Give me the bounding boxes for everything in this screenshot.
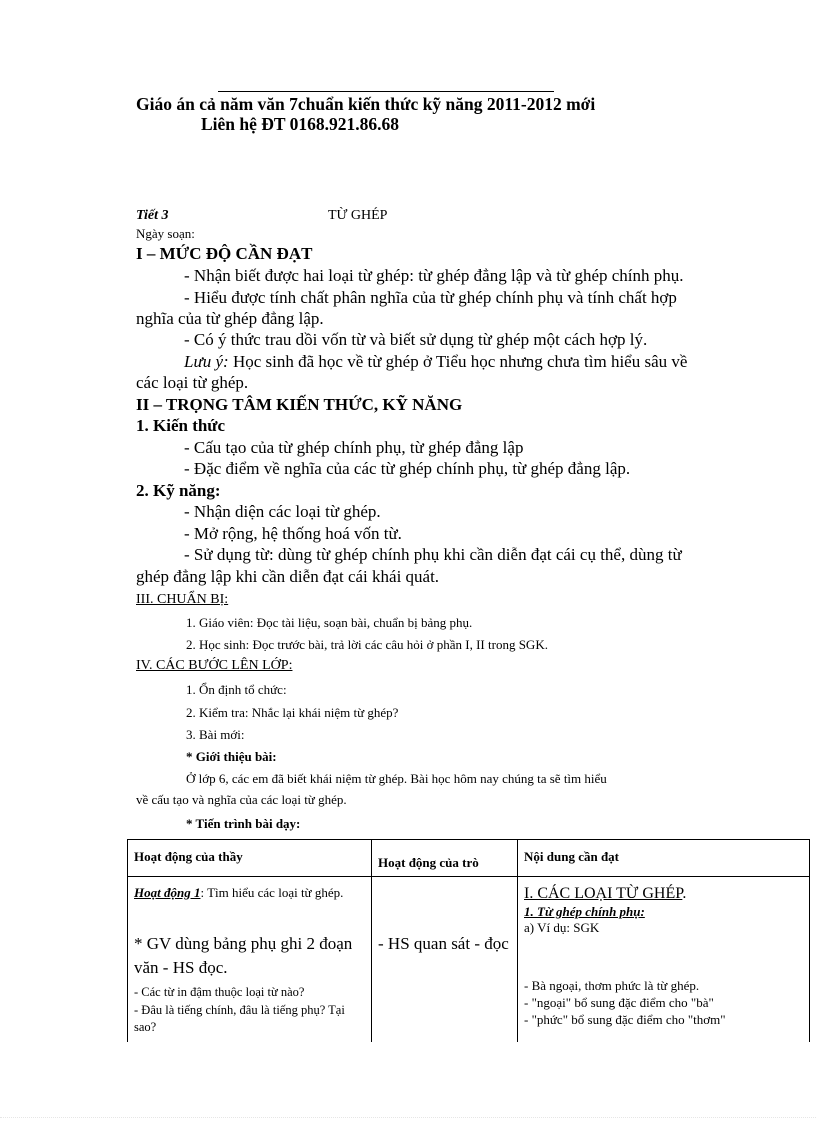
section1-note-b: các loại từ ghép. bbox=[136, 373, 249, 392]
content-cell bbox=[518, 877, 810, 1042]
process-label: * Tiến trình bài dạy: bbox=[186, 816, 301, 831]
activity-line bbox=[134, 885, 343, 901]
skills-heading: 2. Kỹ năng: bbox=[136, 481, 221, 500]
content-example: a) Ví dụ: SGK bbox=[524, 920, 600, 935]
lesson-name: TỪ GHÉP bbox=[328, 208, 388, 223]
teacher-main: * GV dùng bảng phụ ghi 2 đoạn văn - HS đọc. bbox=[134, 934, 353, 977]
period-label: Tiết 3 bbox=[136, 208, 169, 223]
intro-label: * Giới thiệu bài: bbox=[186, 749, 277, 764]
section1-heading: I – MỨC ĐỘ CẦN ĐẠT bbox=[136, 244, 313, 263]
knowledge-heading: 1. Kiến thức bbox=[136, 416, 226, 435]
content-heading-line bbox=[524, 885, 686, 903]
student-activity: - HS quan sát - đọc bbox=[378, 934, 509, 953]
teacher-question-1: - Các từ in đậm thuộc loại từ nào? bbox=[134, 985, 305, 999]
document-title: Giáo án cả năm văn 7chuẩn kiến thức kỹ năng 2011-2012 mới bbox=[136, 94, 596, 114]
skill-3a: - Sử dụng từ: dùng từ ghép chính phụ khi cần diễn đạt cái cụ thể, dùng từ bbox=[184, 545, 682, 564]
section3-heading: III. CHUẨN BỊ: bbox=[136, 592, 229, 607]
teacher-question-2: - Đâu là tiếng chính, đâu là tiếng phụ? Tại sao? bbox=[134, 1003, 345, 1034]
prep-student: 2. Học sinh: Đọc trước bài, trả lời các câu hỏi ở phần I, II trong SGK. bbox=[186, 637, 548, 652]
intro-b: về cấu tạo và nghĩa của các loại từ ghép. bbox=[136, 792, 347, 807]
content-line-3: - "phức" bổ sung đặc điểm cho "thơm" bbox=[524, 1012, 726, 1027]
step-3: 3. Bài mới: bbox=[186, 727, 245, 742]
content-line-2: - "ngoại" bổ sung đặc điểm cho "bà" bbox=[524, 995, 714, 1010]
table-row bbox=[128, 877, 810, 1042]
content-subheading: 1. Từ ghép chính phụ: bbox=[524, 904, 645, 919]
content-line-1: - Bà ngoại, thơm phức là từ ghép. bbox=[524, 978, 700, 993]
knowledge-1: - Cấu tạo của từ ghép chính phụ, từ ghép đẳng lập bbox=[184, 438, 524, 457]
activity-label: Hoạt động 1 bbox=[134, 885, 201, 900]
step-2: 2. Kiểm tra: Nhắc lại khái niệm từ ghép? bbox=[186, 705, 399, 720]
table-header-row bbox=[128, 840, 810, 877]
section1-p3: - Có ý thức trau dồi vốn từ và biết sử dụng từ ghép một cách hợp lý. bbox=[184, 330, 648, 349]
intro-a: Ở lớp 6, các em đã biết khái niệm từ ghép. Bài học hôm nay chúng ta sẽ tìm hiểu bbox=[186, 771, 607, 786]
step-1: 1. Ổn định tổ chức: bbox=[186, 682, 287, 697]
date-label: Ngày soạn: bbox=[136, 226, 195, 241]
knowledge-2: - Đặc điểm về nghĩa của các từ ghép chính phụ, từ ghép đẳng lập. bbox=[184, 459, 631, 478]
section1-p1: - Nhận biết được hai loại từ ghép: từ ghép đẳng lập và từ ghép chính phụ. bbox=[184, 266, 684, 285]
note-label: Lưu ý: bbox=[184, 352, 229, 371]
top-rule bbox=[218, 91, 554, 92]
header-student: Hoạt động của trò bbox=[372, 840, 518, 877]
header-teacher: Hoạt động của thầy bbox=[128, 840, 372, 877]
lesson-table bbox=[127, 839, 810, 1042]
note-text: Học sinh đã học về từ ghép ở Tiểu học nhưng chưa tìm hiểu sâu về bbox=[228, 352, 688, 371]
teacher-cell bbox=[128, 877, 372, 1042]
section4-heading: IV. CÁC BƯỚC LÊN LỚP: bbox=[136, 658, 293, 673]
header-content: Nội dung cần đạt bbox=[518, 840, 810, 877]
student-cell bbox=[372, 877, 518, 1042]
contact-line: Liên hệ ĐT 0168.921.86.68 bbox=[201, 114, 400, 134]
content-heading: I. CÁC LOẠI TỪ GHÉP bbox=[524, 885, 683, 902]
prep-teacher: 1. Giáo viên: Đọc tài liệu, soạn bài, chuẩn bị bảng phụ. bbox=[186, 615, 473, 630]
section2-heading: II – TRỌNG TÂM KIẾN THỨC, KỸ NĂNG bbox=[136, 395, 463, 414]
skill-1: - Nhận diện các loại từ ghép. bbox=[184, 502, 381, 521]
skill-3b: ghép đẳng lập khi cần diễn đạt cái khái quát. bbox=[136, 567, 440, 586]
skill-2: - Mở rộng, hệ thống hoá vốn từ. bbox=[184, 524, 402, 543]
content-heading-dot: . bbox=[682, 885, 687, 902]
activity-text: : Tìm hiểu các loại từ ghép. bbox=[200, 885, 344, 900]
section1-p2b: nghĩa của từ ghép đẳng lập. bbox=[136, 309, 324, 328]
section1-p2a: - Hiểu được tính chất phân nghĩa của từ ghép chính phụ và tính chất hợp bbox=[184, 288, 677, 307]
page-bottom-edge bbox=[0, 1117, 816, 1118]
section1-note bbox=[184, 352, 687, 372]
